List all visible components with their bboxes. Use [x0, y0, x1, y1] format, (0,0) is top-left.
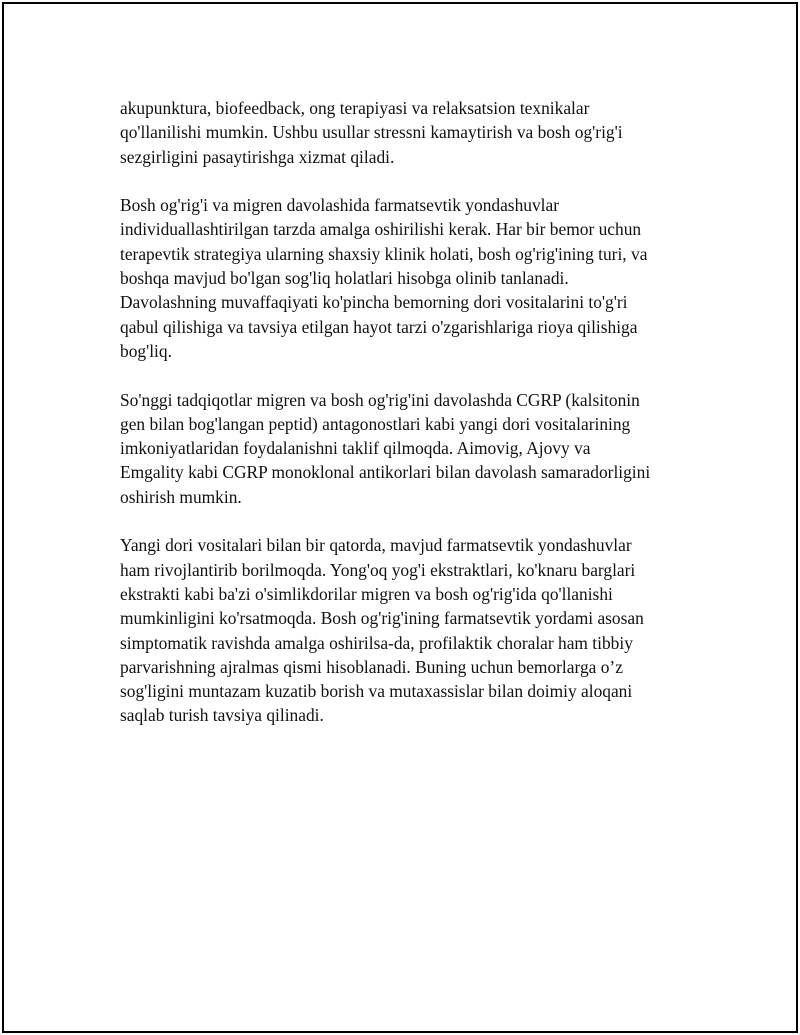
document-body — [120, 96, 692, 752]
page-frame — [2, 2, 798, 1033]
paragraph-1: akupunktura, biofeedback, ong terapiyasi va relaksatsion texnikalar qo'llanilishi mumkin. Ushbu usullar stressni kamaytirish va bosh og'rig'i sezgirligini pasaytirishga xizmat qiladi. — [120, 98, 623, 167]
paragraph-3: So'nggi tadqiqotlar migren va bosh og'rig'ini davolashda CGRP (kalsitonin gen bilan bog'langan peptid) antagonostlari kabi yangi dori vositalarining imkoniyatlaridan foydalanishni taklif qilmoqda. Aimovig, Ajovy va Emgality kabi CGRP monoklonal antikorlari bilan davolash samaradorligini oshirish mumkin. — [120, 389, 651, 507]
paragraph-2: Bosh og'rig'i va migren davolashida farmatsevtik yondashuvlar individuallashtirilgan tarzda amalga oshirilishi kerak. Har bir bemor uchun terapevtik strategiya ularning shaxsiy klinik holati, bosh og'rig'ining turi, va boshqa mavjud bo'lgan sog'liq holatlari hisobga olinib tanlanadi. Davolashning muvaffaqiyati ko'pincha bemorning dori vositalarini to'g'ri qabul qilishiga va tavsiya etilgan hayot tarzi o'zgarishlariga rioya qilishiga bog'liq. — [120, 195, 648, 361]
paragraph-4: Yangi dori vositalari bilan bir qatorda, mavjud farmatsevtik yondashuvlar ham rivojlantirib borilmoqda. Yong'oq yog'i ekstraktlari, ko'knaru barglari ekstrakti kabi ba'zi o'simlikdorilar migren va bosh og'rig'ida qo'llanishi mumkinligini ko'rsatmoqda. Bosh og'rig'ining farmatsevtik yordami asosan simptomatik ravishda amalga oshirilsa-da, profilaktik choralar ham tibbiy parvarishning ajralmas qismi hisoblanadi. Buning uchun bemorlarga o’z sog'ligini muntazam kuzatib borish va mutaxassislar bilan doimiy aloqani saqlab turish tavsiya qilinadi. — [120, 535, 644, 726]
